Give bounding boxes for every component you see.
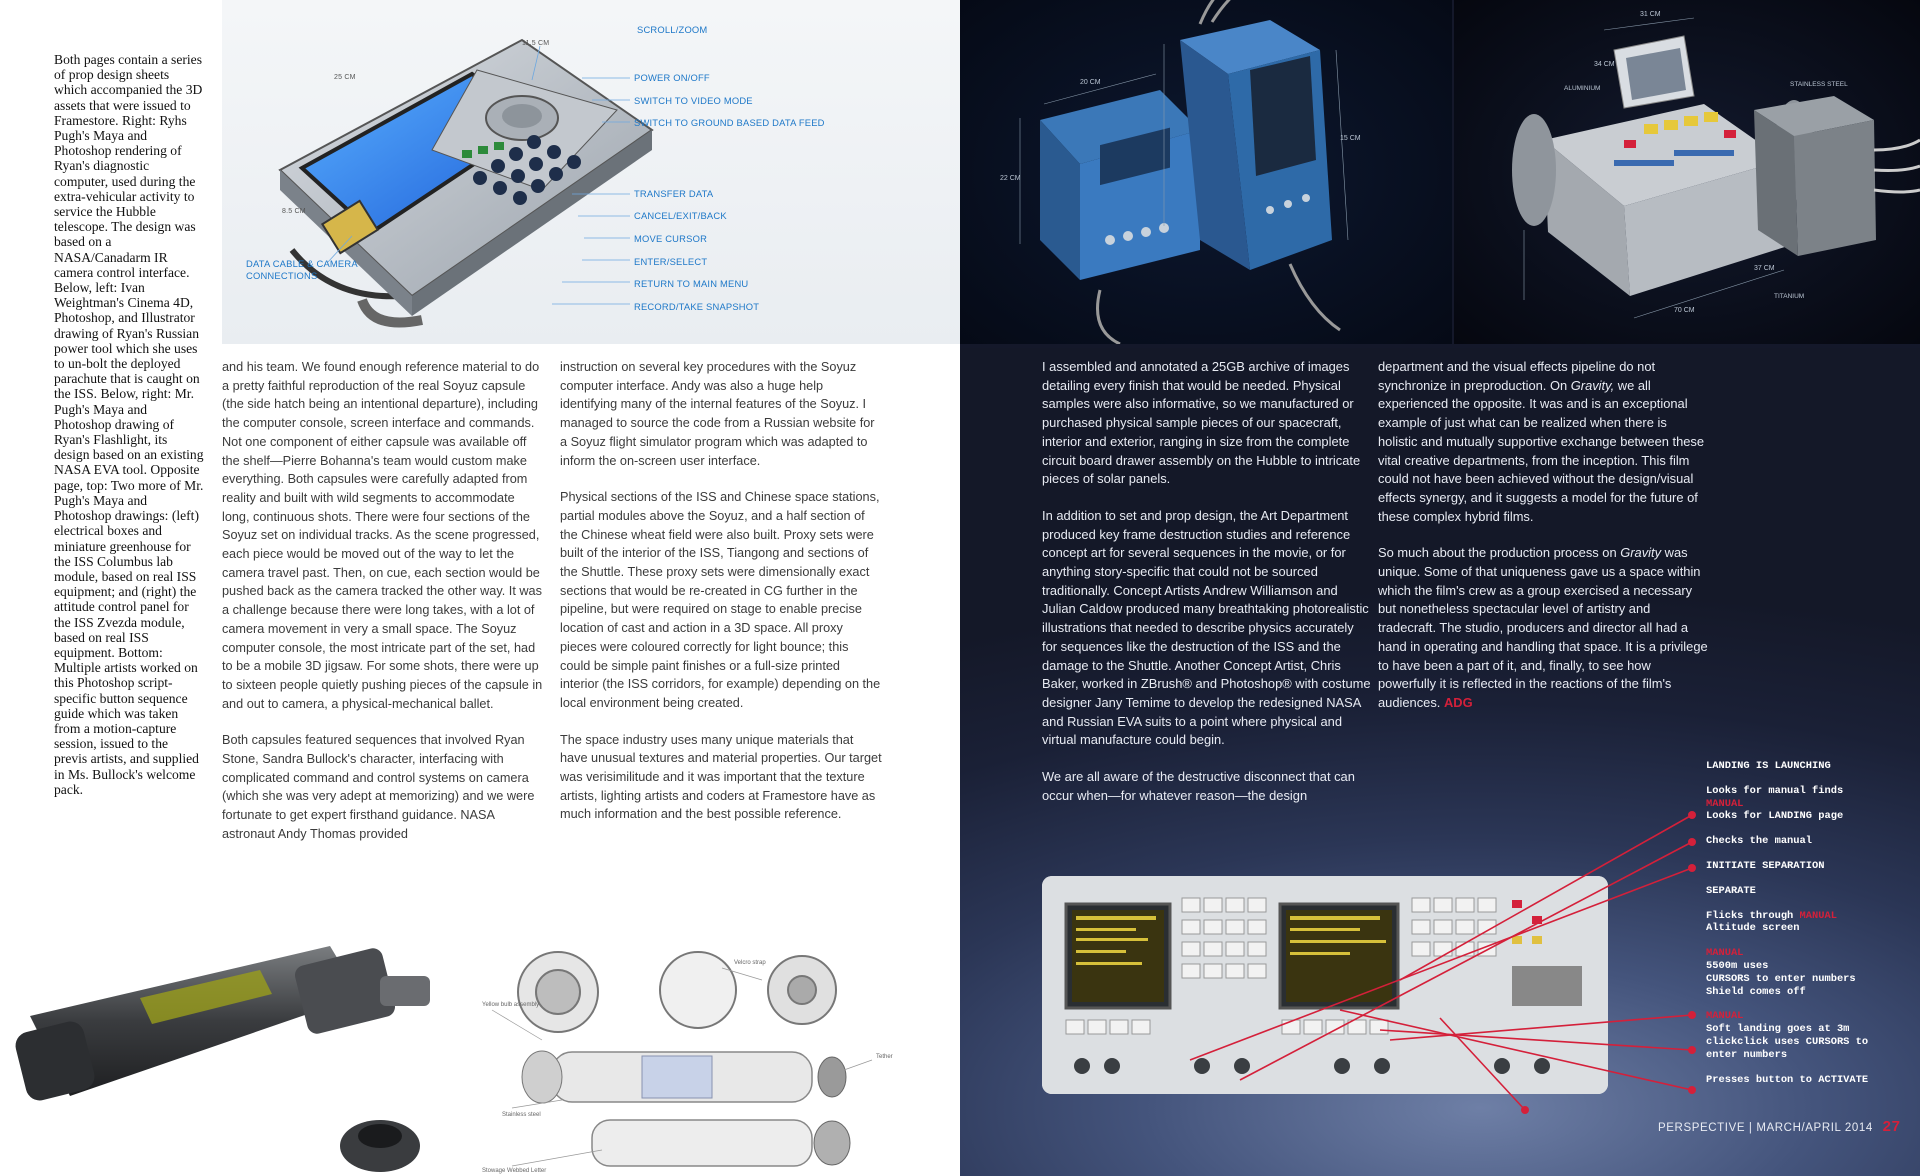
column-4-paragraph-1: [1378, 358, 1708, 526]
annotation-initiate: INITIATE SEPARATION: [1706, 859, 1825, 872]
callout-data-cable: DATA CABLE & CAMERA: [246, 258, 358, 269]
annotation-manual-tag: MANUAL: [1706, 797, 1744, 810]
column-2-paragraph-3: The space industry uses many unique materials that have unusual textures and material properties. Our target was verisimilitude and it was important that the texture artists, lighting artists and coders at Framestore have as much information and the best possible reference.: [560, 732, 882, 822]
dim-label-20: 20 CM: [1080, 79, 1101, 86]
diagnostic-computer-drawing: [222, 0, 960, 344]
column-4-p2-text-b: was unique. Some of that uniqueness gave us a space within which the film's crew as a group exercised a necessary but nonetheless spectacular level of artistry and tradecraft. The studio, producers and director all had a hand in operating and handling that space. It is a privilege to have been a part of it, and, finally, to see how powerfully it is reflected in the reactions of the film's audiences.: [1378, 545, 1708, 710]
callout-dim-11: 11.5 CM: [522, 40, 550, 47]
callout-dim-85: 8.5 CM: [282, 208, 306, 215]
column-2-paragraph-1: instruction on several key procedures with the Soyuz computer interface. Andy was also a huge help identifying many of the internal features of the Soyuz. I managed to source the code from a Russian website for a Soyuz flight simulator program which was adapted to inform the on-screen user interface.: [560, 360, 875, 468]
electrical-boxes-illustration: [960, 0, 1452, 344]
photo-caption: Both pages contain a series of prop design sheets which accompanied the 3D assets that were issued to Framestore. Right: Ryhs Pugh's Maya and Photoshop rendering of Ryan's diagnostic computer, used during the extra-vehicular activity to service the Hubble telescope. The design was based on a NASA/Canadarm IR camera control interface. Below, left: Ivan Weightman's Cinema 4D, Photoshop, and Illustrator drawing of Ryan's Russian power tool which she uses to un-bolt the deployed parachute that is caught on the ISS. Below, right: Mr. Pugh's Maya and Photoshop drawing of Ryan's Flashlight, its design based on an existing NASA EVA tool. Opposite page, top: Two more of Mr. Pugh's Maya and Photoshop drawings: (left) electrical boxes and miniature greenhouse for the ISS Columbus lab module, based on real ISS equipment; and (right) the attitude control panel for the ISS Zvezda module, based on real ISS equipment. Bottom: Multiple artists worked on this Photoshop script-specific button sequence guide which was taken from a motion-capture session, issued to the previs artists, and supplied in Ms. Bullock's welcome pack.: [54, 52, 204, 797]
callout-video-mode: SWITCH TO VIDEO MODE: [634, 95, 753, 106]
magazine-name: PERSPECTIVE: [1658, 1122, 1746, 1134]
tool-label-velcro: Velcro strap: [734, 960, 766, 966]
attitude-control-panel-illustration: [1454, 0, 1920, 344]
column-3-paragraph-1: I assembled and annotated a 25GB archive of images detailing every finish that would be needed. Physical samples were also informative, so we manufactured or purchased physical sample pieces of our spacecraft, interior and exterior, ranging in size from the complete circuit board drawer assembly on the Hubble to intricate pieces of solar panels.: [1042, 359, 1361, 487]
annotation-text: Altitude screen: [1706, 922, 1800, 935]
right-page: [960, 0, 1920, 1176]
annotation-text: Looks for manual finds: [1706, 784, 1844, 797]
annotation-text: CURSORS to enter numbers: [1706, 972, 1856, 985]
annotation-manual-tag: MANUAL: [1706, 947, 1744, 960]
annotation-separate: SEPARATE: [1706, 884, 1756, 897]
column-1-paragraph-1: and his team. We found enough reference material to do a pretty faithful reproduction of the real Soyuz capsule (the side hatch being an intentional departure), including the computer console, screen interface and commands. Not one component of either capsule was available off the shelf—Pierre Bohanna's team would custom make everything. Both capsules were carefully adapted from reality and built with wild segments to accommodate long, continuous shots. There were four sections of the Soyuz set on individual tracks. As the scene progressed, each piece would be moved out of the way to let the camera travel past. Then, on cue, each section would be pushed back as the camera tracked the other way. It was a challenge because there were long takes, with a lot of camera movement in very a small space. The Soyuz computer console, the most intricate part of the set, had to be a mobile 3D jigsaw. For some shots, there were up to sixteen people quietly pushing pieces of the capsule in and out to camera, a physical-mechanical ballet.: [222, 360, 543, 711]
column-3-paragraph-2: In addition to set and prop design, the Art Department produced key frame destruction studies and reference concept art for several sequences in the movie, or for anything story-specific that could not be sourced traditionally. Concept Artists Andrew Williamson and Julian Caldow produced many breathtaking photorealistic illustrations that needed to describe physics accurately for sequences like the destruction of the ISS and the damage to the Shuttle. Another Concept Artist, Chris Baker, worked in ZBrush® and Photoshop® with costume designer Jany Temime to develop the redesigned NASA and Russian EVA suits to a point where physical and virtual manufacture could begin.: [1042, 507, 1371, 748]
flashlight-drawing: [472, 940, 960, 1176]
material-label-titanium: TITANIUM: [1774, 293, 1805, 300]
dim-label-37: 37 CM: [1754, 265, 1775, 272]
callout-power: POWER ON/OFF: [634, 72, 710, 83]
callout-record: RECORD/TAKE SNAPSHOT: [634, 301, 760, 312]
material-label-aluminium: ALUMINIUM: [1564, 85, 1601, 92]
diagnostic-computer-illustration: [222, 0, 960, 344]
article-column-1: [222, 358, 544, 844]
annotation-landing: LANDING IS LAUNCHING: [1706, 760, 1831, 772]
annotation-5500m: [1706, 947, 1916, 998]
dim-label-31: 31 CM: [1640, 11, 1661, 18]
soyuz-console-drawing: [1042, 876, 1608, 1094]
callout-connections: CONNECTIONS: [246, 270, 318, 281]
annotation-text: clickclick uses CURSORS to: [1706, 1035, 1869, 1048]
callout-cancel: CANCEL/EXIT/BACK: [634, 210, 727, 221]
material-label-steel: STAINLESS STEEL: [1790, 81, 1848, 88]
article-column-4: [1378, 358, 1708, 713]
annotation-text: 5500m uses: [1706, 959, 1769, 972]
annotation-manual-finds: [1706, 785, 1916, 823]
column-4-p1-title: Gravity,: [1570, 377, 1615, 393]
issue-date: MARCH/APRIL 2014: [1756, 1122, 1873, 1134]
dim-label-34: 34 CM: [1594, 61, 1615, 68]
footer-separator: |: [1748, 1122, 1753, 1134]
article-column-3: [1042, 358, 1372, 805]
annotation-flicks: [1706, 910, 1916, 936]
dim-label-15: 15 CM: [1340, 135, 1361, 142]
column-4-p2-text-a: So much about the production process on: [1378, 545, 1621, 561]
annotation-text: Soft landing goes at 3m: [1706, 1023, 1850, 1036]
callout-transfer: TRANSFER DATA: [634, 188, 714, 199]
column-2-paragraph-2: Physical sections of the ISS and Chinese space stations, partial modules above the Soyuz, and a half section of the Chinese wheat field were also built. Proxy sets were built of the interior of the ISS, Tiangong and sections of the Shuttle. These proxy sets were dimensionally exact sections that would be re-created in CG further in the pipeline, but were required on stage to enable precise location of cast and action in a 3D space. All proxy pieces were coloured correctly for light bounce; this could be simple paint finishes or a full-size printed interior (the ISS corridors, for example) depending on the local environment being created.: [560, 490, 881, 710]
electrical-boxes-drawing: [960, 0, 1452, 344]
annotation-text: Shield comes off: [1706, 985, 1806, 998]
page-footer: [1658, 1118, 1920, 1135]
annotation-soft-landing: [1706, 1010, 1916, 1061]
column-4-paragraph-2: [1378, 544, 1708, 712]
flashlight-illustration: [472, 940, 960, 1176]
tool-label-steel: Stainless steel: [502, 1112, 541, 1118]
dim-label-22: 22 CM: [1000, 175, 1021, 182]
column-4-p2-title: Gravity: [1620, 545, 1662, 561]
annotation-text: enter numbers: [1706, 1048, 1788, 1061]
attitude-control-panel-drawing: [1454, 0, 1920, 344]
dim-label-70: 70 CM: [1674, 307, 1695, 314]
callout-return: RETURN TO MAIN MENU: [634, 278, 749, 289]
adg-signoff: ADG: [1443, 694, 1473, 710]
column-3-paragraph-3: We are all aware of the destructive disconnect that can occur when—for whatever reason—the design: [1042, 769, 1355, 803]
annotation-text: Flicks through: [1706, 909, 1800, 922]
column-1-paragraph-2: Both capsules featured sequences that involved Ryan Stone, Sandra Bullock's character, interfacing with complicated command and control systems on camera (which she was very adept at memorizing) and we were fortunate to get expert firsthand guidance. NASA astronaut Andy Thomas provided: [222, 733, 535, 841]
callout-ground-feed: SWITCH TO GROUND BASED DATA FEED: [634, 117, 825, 128]
column-4-p1-text-a: department and the visual effects pipeline do not synchronize in preproduction. On: [1378, 359, 1656, 393]
power-tool-drawing: [0, 936, 470, 1176]
annotation-checks-manual: Checks the manual: [1706, 835, 1813, 848]
power-tool-illustration: [0, 936, 470, 1176]
callout-dim-25: 25 CM: [334, 74, 356, 81]
button-sequence-annotations: [1706, 760, 1916, 1098]
annotation-text: Looks for LANDING page: [1706, 810, 1844, 823]
annotation-manual-tag: MANUAL: [1706, 1010, 1744, 1023]
tool-label-stowage: Stowage Webbed Letter: [482, 1168, 547, 1174]
soyuz-console-illustration: [1042, 876, 1608, 1094]
tool-label-bulb: Yellow bulb assembly: [482, 1002, 540, 1008]
callout-move-cursor: MOVE CURSOR: [634, 233, 708, 244]
article-column-2: [560, 358, 882, 824]
annotation-activate: Presses button to ACTIVATE: [1706, 1073, 1869, 1086]
page-number: 27: [1882, 1118, 1901, 1135]
callout-enter: ENTER/SELECT: [634, 256, 708, 267]
annotation-manual-tag: MANUAL: [1799, 909, 1837, 922]
tool-label-tether: Tether: [876, 1054, 893, 1060]
column-4-p1-text-b: we all experienced the opposite. It was and is an exceptional example of just what can be realized when there is holistic and mutually supportive exchange between these vital creative departments, from the inception. This film could not have been achieved without the design/visual effects synergy, and it suggests a model for the future of these complex hybrid films.: [1378, 377, 1705, 524]
callout-scroll-zoom: SCROLL/ZOOM: [637, 24, 708, 35]
